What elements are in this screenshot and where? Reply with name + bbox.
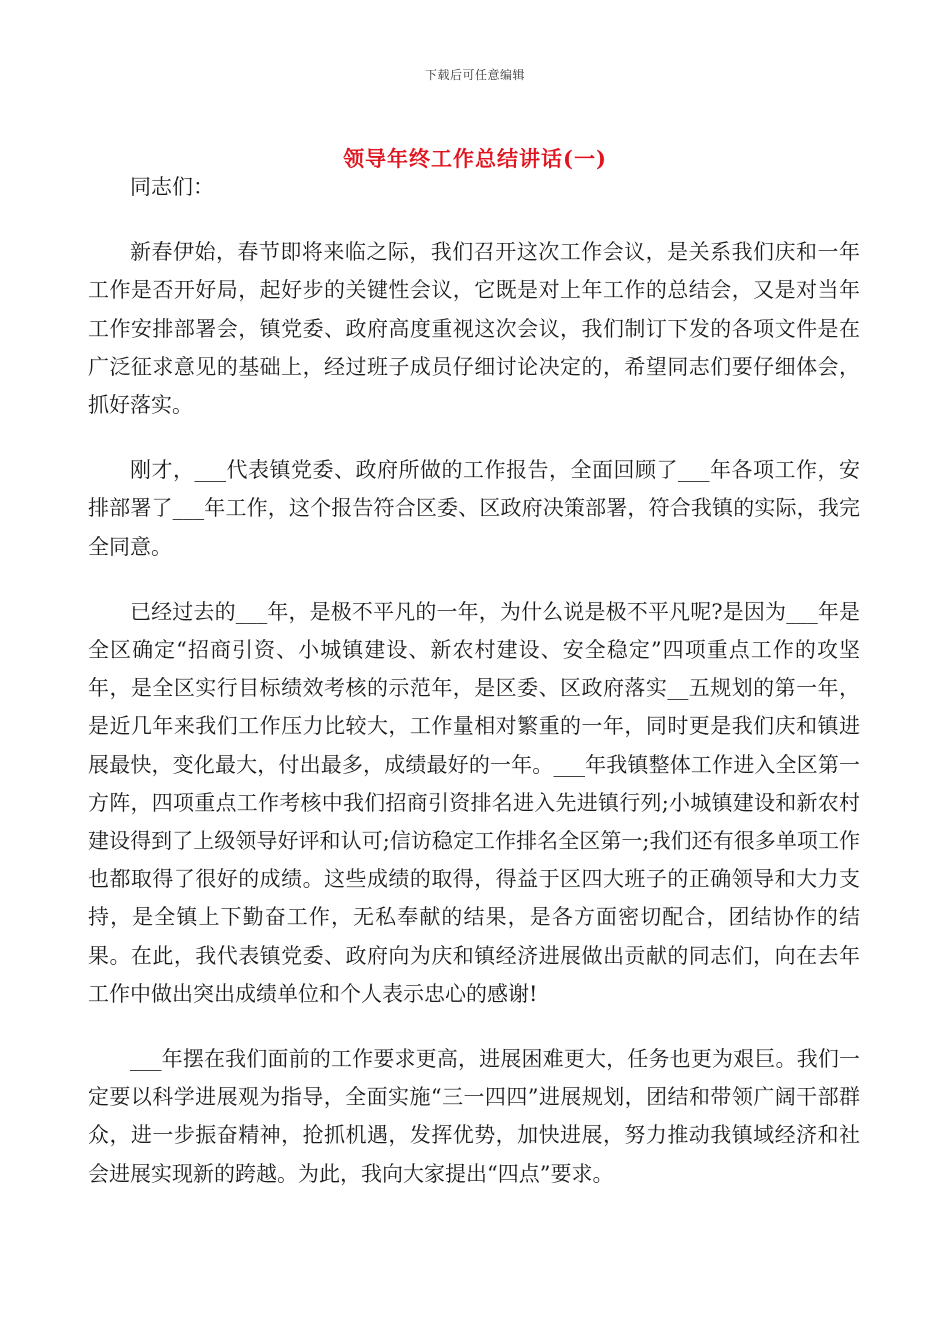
document-body [88, 168, 860, 1220]
paragraph-2: 刚才，___代表镇党委、政府所做的工作报告，全面回顾了___年各项工作，安排部署了___年工作，这个报告符合区委、区政府决策部署，符合我镇的实际，我完全同意。 [88, 458, 860, 559]
salutation: 同志们： [130, 175, 214, 199]
paragraph-1: 新春伊始，春节即将来临之际，我们召开这次工作会议，是关系我们庆和一年工作是否开好局，起好步的关键性会议，它既是对上年工作的总结会，又是对当年工作安排部署会，镇党委、政府高度重视这次会议，我们制订下发的各项文件是在广泛征求意见的基础上，经过班子成员仔细讨论决定的，希望同志们要仔细体会，抓好落实。 [88, 240, 860, 418]
paragraph-4: ___年摆在我们面前的工作要求更高，进展困难更大，任务也更为艰巨。我们一定要以科学进展观为指导，全面实施“三一四四”进展规划，团结和带领广阔干部群众，进一步振奋精神，抢抓机遇，发挥优势，加快进展，努力推动我镇域经济和社会进展实现新的跨越。为此，我向大家提出“四点”要求。 [88, 1047, 860, 1186]
paragraph-3: 已经过去的___年，是极不平凡的一年，为什么说是极不平凡呢?是因为___年是全区确定“招商引资、小城镇建设、新农村建设、安全稳定”四项重点工作的攻坚年，是全区实行目标绩效考核的示范年，是区委、区政府落实__五规划的第一年，是近几年来我们工作压力比较大，工作量相对繁重的一年，同时更是我们庆和镇进展最快，变化最大，付出最多，成绩最好的一年。___年我镇整体工作进入全区第一方阵，四项重点工作考核中我们招商引资排名进入先进镇行列;小城镇建设和新农村建设得到了上级领导好评和认可;信访稳定工作排名全区第一;我们还有很多单项工作也都取得了很好的成绩。这些成绩的取得，得益于区四大班子的正确领导和大力支持，是全镇上下勤奋工作，无私奉献的结果，是各方面密切配合，团结协作的结果。在此，我代表镇党委、政府向为庆和镇经济进展做出贡献的同志们，向在去年工作中做出突出成绩单位和个人表示忠心的感谢! [88, 599, 860, 1006]
header-note: 下载后可任意编辑 [424, 68, 525, 82]
document-title: 领导年终工作总结讲话(一) [343, 146, 607, 171]
